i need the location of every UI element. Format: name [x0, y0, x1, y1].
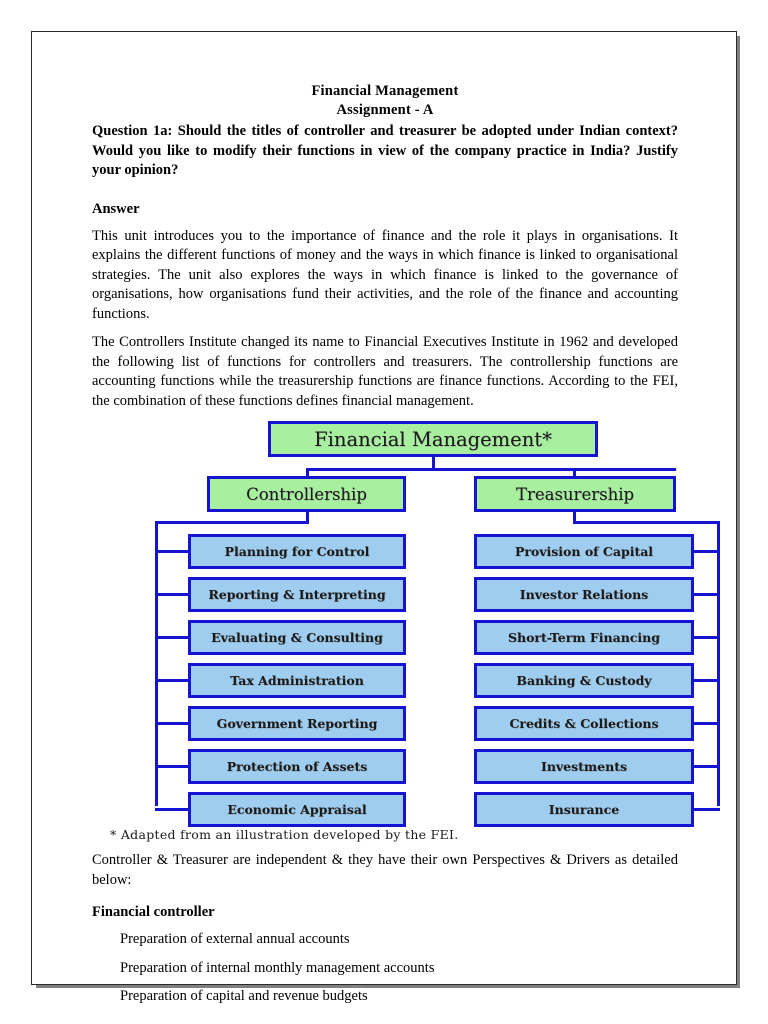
node-banking-custody[interactable]: [474, 663, 694, 698]
node-investments[interactable]: [474, 749, 694, 784]
connector-stub: [155, 593, 188, 596]
diagram-footnote: * Adapted from an illustration developed by the FEI.: [110, 827, 459, 842]
node-label: Economic Appraisal: [227, 802, 367, 817]
node-label: Investor Relations: [519, 587, 649, 602]
connector-stub: [694, 636, 720, 639]
node-controllership[interactable]: [207, 476, 406, 512]
node-label: Short-Term Financing: [507, 630, 660, 645]
document-content: [92, 82, 678, 1007]
connector-left-spine-top: [155, 521, 309, 524]
connector-stub: [155, 550, 188, 553]
node-provision-of-capital[interactable]: [474, 534, 694, 569]
node-label: Provision of Capital: [514, 544, 654, 559]
document-title-line2: Assignment - A: [336, 102, 434, 118]
node-insurance[interactable]: [474, 792, 694, 827]
node-label: Investments: [540, 759, 628, 774]
duty-item: Preparation of capital and revenue budgets: [120, 988, 368, 1004]
node-evaluating-consulting[interactable]: [188, 620, 406, 655]
node-label: Insurance: [548, 802, 620, 817]
node-credits-collections[interactable]: [474, 706, 694, 741]
connector-branch-bus: [306, 468, 676, 471]
connector-left-spine: [155, 521, 158, 806]
node-label: Banking & Custody: [516, 673, 652, 688]
question-text: Question 1a: Should the titles of controller and treasurer be adopted under Indian context? Would you like to modify their functions in view of the company practice in India? Justify your opinion?: [92, 123, 678, 178]
duty-item: Preparation of internal monthly management accounts: [120, 959, 435, 976]
document-title-line1: Financial Management: [311, 83, 459, 99]
node-short-term-financing[interactable]: [474, 620, 694, 655]
connector-stub: [694, 679, 720, 682]
org-chart-diagram: [92, 421, 678, 821]
paragraph-1: This unit introduces you to the importance of finance and the role it plays in organisations. It explains the different functions of money and the ways in which finance is linked to organisational strategies. The unit also explores the ways in which finance is linked to the governance of organisations, how organisations fund their activities, and the role of the finance and accounting functions.: [92, 227, 678, 322]
node-protection-of-assets[interactable]: [188, 749, 406, 784]
connector-stub: [155, 765, 188, 768]
connector-stub: [694, 550, 720, 553]
duty-item: Preparation of external annual accounts: [120, 931, 350, 947]
node-controllership-label: Controllership: [246, 484, 367, 504]
connector-stub: [694, 808, 720, 811]
connector-stub: [694, 722, 720, 725]
connector-stub: [155, 679, 188, 682]
connector-stub: [694, 593, 720, 596]
node-investor-relations[interactable]: [474, 577, 694, 612]
node-government-reporting[interactable]: [188, 706, 406, 741]
node-tax-administration[interactable]: [188, 663, 406, 698]
node-label: Protection of Assets: [226, 759, 368, 774]
node-economic-appraisal[interactable]: [188, 792, 406, 827]
node-financial-management[interactable]: [268, 421, 598, 457]
node-treasurership[interactable]: [474, 476, 676, 512]
connector-right-spine: [717, 521, 720, 806]
node-treasurership-label: Treasurership: [515, 484, 635, 504]
node-reporting-interpreting[interactable]: [188, 577, 406, 612]
node-label: Tax Administration: [230, 673, 364, 688]
node-label: Evaluating & Consulting: [211, 630, 383, 645]
node-label: Reporting & Interpreting: [208, 587, 386, 602]
answer-heading: Answer: [92, 200, 140, 217]
financial-controller-duties-list: [92, 930, 678, 1007]
financial-controller-subheading: Financial controller: [92, 904, 215, 920]
node-planning-for-control[interactable]: [188, 534, 406, 569]
node-label: Credits & Collections: [509, 716, 659, 731]
connector-stub: [155, 636, 188, 639]
paragraph-2: The Controllers Institute changed its name to Financial Executives Institute in 1962 and developed the following list of functions for controllers and treasurers. The controllership functions are accounting functions while the treasurership functions are finance functions. According to the FEI, the combination of these functions defines financial management.: [92, 334, 678, 409]
node-financial-management-label: Financial Management*: [314, 427, 552, 451]
connector-stub: [155, 808, 188, 811]
closing-paragraph: Controller & Treasurer are independent & they have their own Perspectives & Drivers as detailed below:: [92, 852, 678, 888]
node-label: Government Reporting: [216, 716, 378, 731]
connector-stub: [694, 765, 720, 768]
connector-right-spine-top: [573, 521, 720, 524]
connector-stub: [155, 722, 188, 725]
document-page: [31, 31, 737, 1004]
node-label: Planning for Control: [224, 544, 370, 559]
